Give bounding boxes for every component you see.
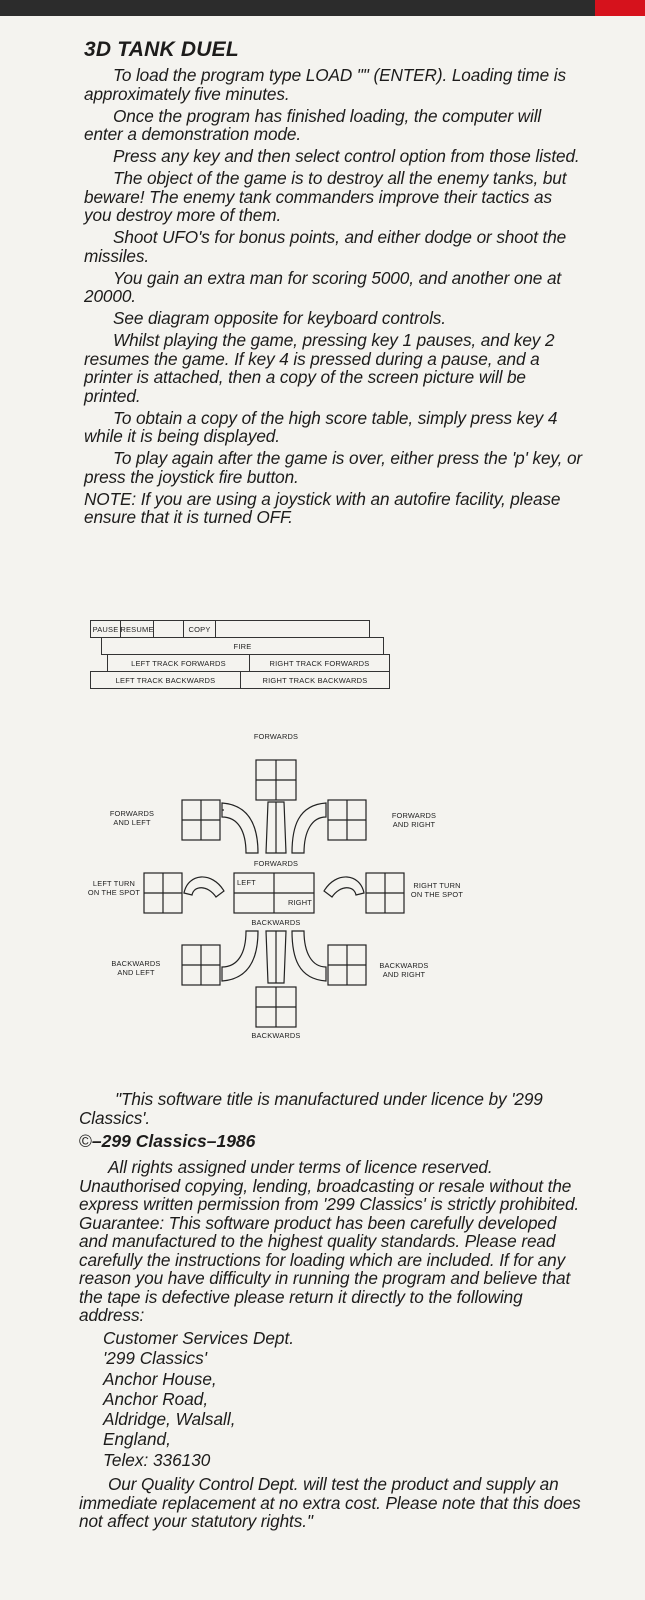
label-backwards-bottom: BACKWARDS (251, 1031, 301, 1040)
address-line-1: Customer Services Dept. (103, 1328, 295, 1348)
keyboard-row-forwards (107, 654, 390, 672)
closing-paragraph: Our Quality Control Dept. will test the product and supply an immediate replacement at no extra cost. Please note that this does not affect your statutory rights." (79, 1474, 581, 1532)
paragraph-note: NOTE: If you are using a joystick with an autofire facility, please ensure that it is turned OFF. (84, 488, 561, 527)
label-center-left: LEFT (237, 878, 256, 887)
curve-forwards-left (222, 803, 258, 853)
label-left-turn-spot: LEFT TURN ON THE SPOT (87, 879, 141, 897)
label-right-turn-spot: RIGHT TURN ON THE SPOT (410, 881, 464, 899)
keys-right-track-forwards: RIGHT TRACK FORWARDS (269, 658, 370, 668)
red-corner-mark (595, 0, 645, 16)
keys-right-track-backwards: RIGHT TRACK BACKWARDS (262, 675, 368, 685)
address-line-6: England, (103, 1429, 171, 1450)
paragraph-loading: To load the program type LOAD "" (ENTER). Loading time is approximately five minutes. (84, 65, 566, 104)
curve-backwards-left (222, 931, 258, 981)
joystick-diagram (80, 732, 510, 1065)
label-center-right: RIGHT (288, 898, 312, 907)
paragraph-ufo: Shoot UFO's for bonus points, and either dodge or shoot the missiles. (84, 227, 567, 266)
paragraph-high-score: To obtain a copy of the high score table, simply press key 4 while it is being displayed. (84, 407, 558, 446)
label-forwards-left: FORWARDS AND LEFT (109, 809, 155, 827)
paragraph-play-again: To play again after the game is over, either press the 'p' key, or press the joystick fire button. (84, 448, 583, 487)
keys-left-track-backwards: LEFT TRACK BACKWARDS (91, 672, 241, 688)
copyright-line (79, 1131, 584, 1152)
paragraph-controls: Press any key and then select control option from those listed. (113, 146, 580, 166)
copyright-symbol: © (79, 1131, 92, 1151)
paragraph-extra-man: You gain an extra man for scoring 5000, and another one at 20000. (84, 267, 562, 306)
licence-quote: "This software title is manufactured under licence by '299 Classics'. (79, 1089, 543, 1128)
keyboard-diagram (90, 620, 400, 700)
label-backwards-center: BACKWARDS (251, 918, 301, 927)
address-line-5: Aldridge, Walsall, (103, 1409, 236, 1430)
top-edge-band (0, 0, 645, 16)
curve-backwards-right (292, 931, 326, 981)
label-forwards-top: FORWARDS (253, 732, 299, 741)
curve-forwards-right (292, 803, 326, 853)
label-backwards-right: BACKWARDS AND RIGHT (379, 961, 429, 979)
label-backwards-left: BACKWARDS AND LEFT (111, 959, 161, 977)
address-line-4: Anchor Road, (103, 1388, 209, 1409)
paragraph-objective: The object of the game is to destroy all the enemy tanks, but beware! The enemy tank commanders improve their tactics as you destroy more of them. (84, 168, 567, 225)
address-line-2: '299 Classics' (103, 1348, 207, 1369)
label-forwards-center: FORWARDS (253, 859, 299, 868)
curve-right-spot (324, 877, 364, 897)
address-line-7: Telex: 336130 (103, 1449, 211, 1470)
key-pause: PAUSE (91, 621, 121, 637)
address-line-3: Anchor House, (103, 1368, 217, 1389)
key-copy: COPY (184, 621, 216, 637)
label-forwards-right: FORWARDS AND RIGHT (391, 811, 437, 829)
keys-left-track-forwards: LEFT TRACK FORWARDS (108, 655, 250, 671)
key-resume: RESUME (121, 621, 154, 637)
keyboard-row-backwards (90, 671, 390, 689)
paragraph-demo: Once the program has finished loading, the computer will enter a demonstration mode. (84, 105, 542, 144)
paragraph-diagram: See diagram opposite for keyboard controls. (113, 308, 446, 328)
paragraph-pause: Whilst playing the game, pressing key 1 pauses, and key 2 resumes the game. If key 4 is pressed during a pause, and a printer is attached, then a copy of the screen picture will be printed. (84, 330, 555, 406)
keyboard-row-top (90, 620, 370, 638)
licence-section (79, 1090, 584, 1534)
curve-left-spot (184, 877, 224, 897)
instructions-section (84, 38, 584, 530)
page-title: 3D TANK DUEL (84, 38, 239, 61)
keyboard-row-fire (101, 637, 384, 655)
key-blank (154, 621, 184, 637)
copyright-text: –299 Classics–1986 (91, 1131, 256, 1151)
keys-fire: FIRE (233, 641, 252, 651)
key-rest (216, 621, 369, 637)
rights-paragraph: All rights assigned under terms of licence reserved. Unauthorised copying, lending, broadcasting or resale without the express written permission from '299 Classics' is strictly prohibited. Guarantee: This software product has been carefully developed and manufactured to the highest quality standards. Please read carefully the instructions for loading which are included. If for any reason you have difficulty in running the program and believe that the tape is defective please return it directly to the following address: (79, 1157, 580, 1325)
address-block (79, 1328, 584, 1470)
